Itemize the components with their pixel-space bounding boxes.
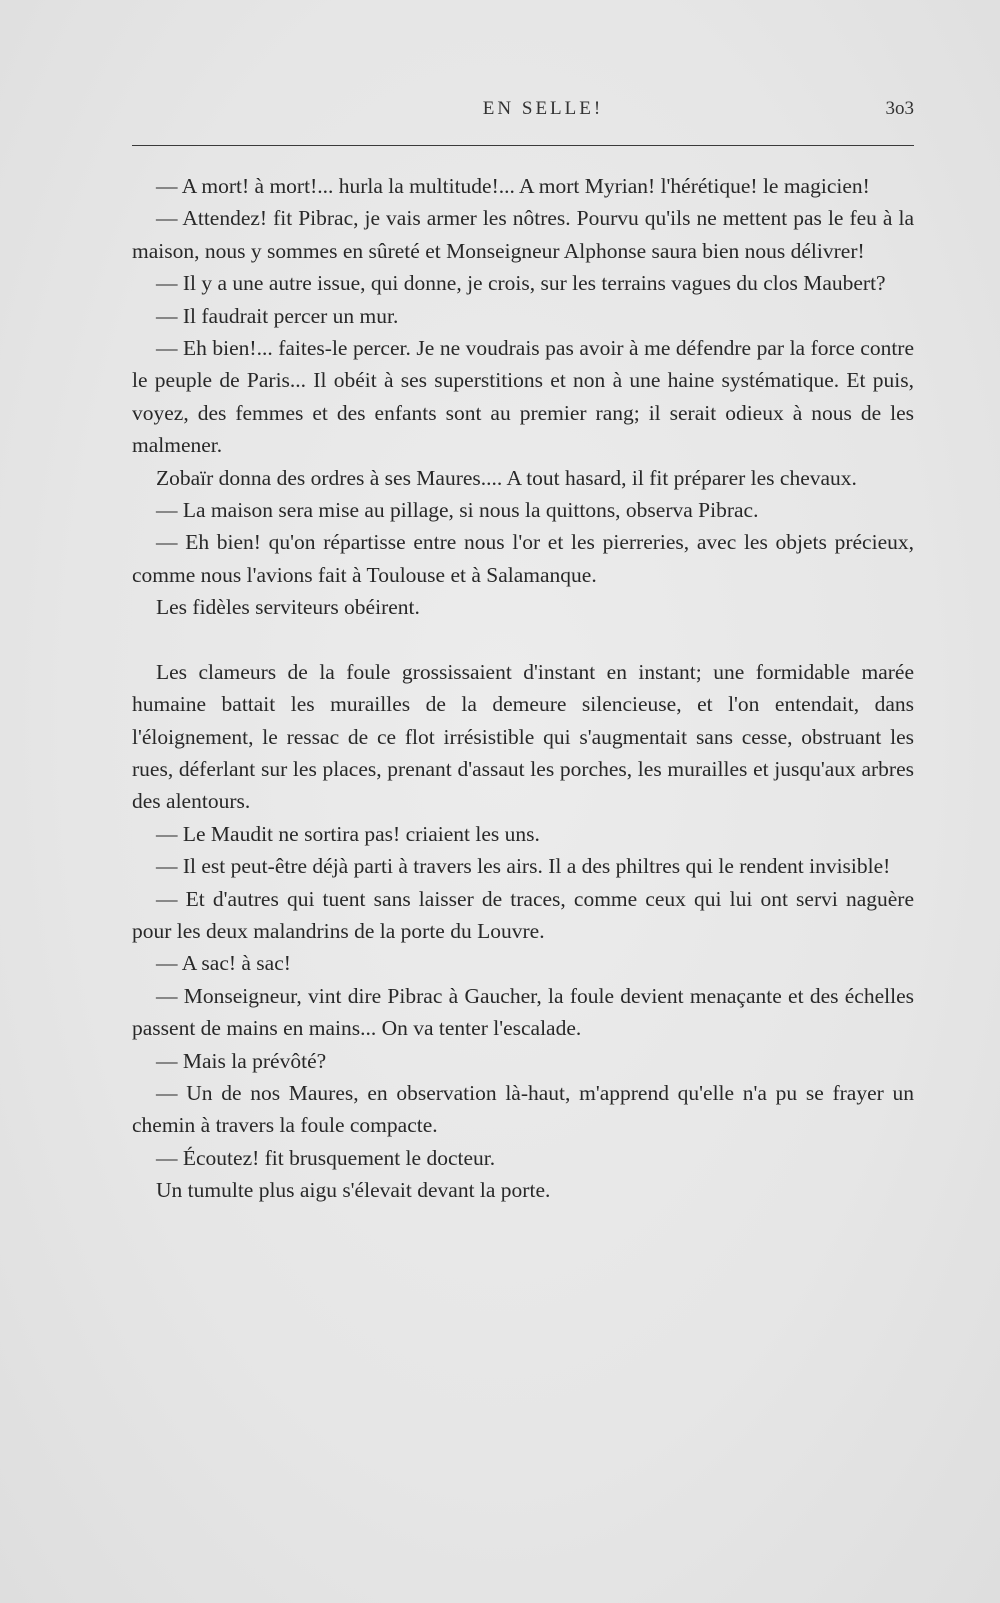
running-title: EN SELLE! [482, 98, 604, 119]
paragraph: — Écoutez! fit brusquement le docteur. [156, 1145, 496, 1170]
paragraph: — Mais la prévôté? [156, 1048, 327, 1073]
paragraph: — A sac! à sac! [156, 951, 291, 976]
paragraph: — La maison sera mise au pillage, si nous la quittons, observa Pibrac. [156, 498, 759, 523]
paragraph: — Il faudrait percer un mur. [156, 303, 399, 328]
paragraph: Les fidèles serviteurs obéirent. [156, 595, 420, 620]
page-number: 3o3 [885, 98, 914, 119]
paragraph: — Eh bien! qu'on répartisse entre nous l'or et les pierreries, avec les objets précieux, comme nous l'avions fait à Toulouse et à Salamanque. [132, 530, 914, 587]
paragraph: — Il y a une autre issue, qui donne, je crois, sur les terrains vagues du clos Maubert? [156, 271, 886, 296]
paragraph: — Il est peut-être déjà parti à travers les airs. Il a des philtres qui le rendent invisible! [156, 854, 891, 879]
paragraph: — Et d'autres qui tuent sans laisser de traces, comme ceux qui lui ont servi naguère pour les deux malandrins de la porte du Louvre. [132, 886, 914, 943]
paragraph: — Eh bien!... faites-le percer. Je ne voudrais pas avoir à me défendre par la force contre le peuple de Paris... Il obéit à ses superstitions et non à une haine systématique. Et puis, voyez, des femmes et des enfants sont au premier rang; il serait odieux à nous de les malmener. [132, 336, 914, 458]
header-rule [132, 145, 914, 146]
paragraph: Les clameurs de la foule grossissaient d'instant en instant; une formidable marée humaine battait les murailles de la demeure silencieuse, et l'on entendait, dans l'éloignement, le ressac de ce flot irrésistible qui s'augmentait sans cesse, obstruant les rues, déferlant sur les places, prenant d'assaut les porches, les murailles et jusqu'aux arbres des alentours. [132, 659, 914, 814]
paragraph: Un tumulte plus aigu s'élevait devant la porte. [156, 1178, 551, 1203]
paragraph: — Attendez! fit Pibrac, je vais armer les nôtres. Pourvu qu'ils ne mettent pas le feu à la maison, nous y sommes en sûreté et Monseigneur Alphonse saura bien nous délivrer! [132, 206, 914, 263]
paragraph: Zobaïr donna des ordres à ses Maures.... A tout hasard, il fit préparer les chevaux. [156, 465, 857, 490]
body-text [132, 170, 914, 1207]
paragraph: — A mort! à mort!... hurla la multitude!... A mort Myrian! l'hérétique! le magicien! [156, 174, 870, 198]
paragraph: — Un de nos Maures, en observation là-haut, m'apprend qu'elle n'a pu se frayer un chemin à travers la foule compacte. [132, 1080, 914, 1138]
page-header [132, 98, 914, 128]
paragraph: — Monseigneur, vint dire Pibrac à Gaucher, la foule devient menaçante et des échelles passent de mains en mains... On va tenter l'escalade. [132, 983, 914, 1041]
paragraph: — Le Maudit ne sortira pas! criaient les uns. [156, 821, 540, 846]
